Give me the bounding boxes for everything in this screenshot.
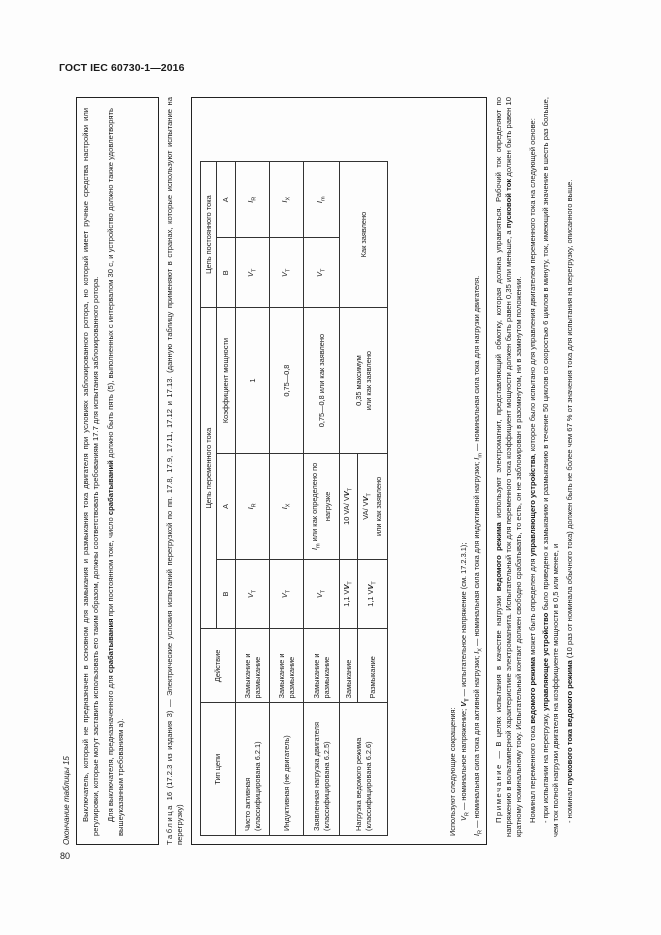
cell-ac-volts: $V_T$ [270,559,304,629]
cell-ac-volts: $V_T$ [236,559,270,629]
abbreviation-line: $I_R$ — номинальная сила тока для активной нагрузки; $I_X$ — номинальная сила тока для индуктивной нагрузки; $I_m$ — номинальная сила тока для нагрузки двигателя. [472,275,484,836]
header-dc-volts: В [217,238,236,308]
cell-ac-volts: 1,1 $VV_T$ [358,559,388,629]
header-action: Действие [201,629,236,703]
table-row [270,162,304,836]
note-paragraph: Номинал переменного тока ведомого режима может быть определен для управляющего устройства, которое было испытано для управления двигателем переменного тока на следующей основе: [527,118,537,823]
cell-power-factor: 0,75—0,8 [270,308,304,454]
cell-ac-volts: 1,1 $VV_T$ [340,559,358,629]
note-bullet: - номинал пускового тока ведомого режима (10 раз от номинала обычного тока) должен быть не более чем 67 % от значения тока для испытания на перегрузку, описанного выше. [565,179,575,823]
page-number: 80 [60,851,71,861]
table-caption: Таблица 16 (17.2.3 из издания 3) — Электрические условия испытаний перегрузкой по пп. 17.8, 17.9, 17.11, 17.12 и 17.13. (данную таблицу применяют в странах, которые используют испытание на перегрузку) [165,97,184,845]
abbreviation-line: $V_R$ — номинальное напряжение; $V_T$ — испытательное напряжение (см. 17.2.3.1); [458,542,471,821]
header-ac-amps: А [217,454,236,560]
cell-dc-as-declared: Как заявлено [340,162,388,308]
cell-dc-volts: $V_T$ [236,238,270,308]
cell-action: Замыкание и размыкание [304,629,340,703]
cell-power-factor: 0,75—0,8 или как заявлено [304,308,340,454]
continuation-box [76,97,159,845]
abbreviations-intro: Используют следующие сокращения: [448,707,457,836]
cell-power-factor: 0,35 максимум или как заявлено [340,308,388,454]
header-ac-circuit: Цепь переменного тока [201,308,217,629]
continuation-paragraph-1: Выключатель, который не предназначен в основном для замыкания и размыкания тока двигателя при условиях заблокированного ротора, но который имеет ручные средства настройки или регулировки, которые могут заставить использовать его таким образом, должны соответствовать требованиям 17.7 для испытания заблокированного ротора. [81,108,100,836]
overload-test-table [200,161,388,836]
cell-ac-amps: $I_m$ или как определено по нагрузке [304,454,340,560]
header-dc-circuit: Цепь постоянного тока [201,162,217,308]
table-box [191,97,487,845]
cell-ac-amps: VA/ $VV_T$ или как заявлено [358,454,388,560]
cell-type: Чисто активная (классифицирована 6.2.1) [236,703,270,836]
table-footnotes [448,106,486,836]
cell-dc-volts: $V_T$ [304,238,340,308]
header-power-factor: Коэффициент мощности [217,308,236,454]
cell-action: Замыкание [340,629,358,703]
cell-ac-amps: $I_X$ [270,454,304,560]
cell-dc-amps: $I_m$ [304,162,340,238]
document-header: ГОСТ IEC 60730-1—2016 [59,62,185,74]
cell-dc-amps: $I_X$ [270,162,304,238]
cell-action: Замыкание и размыкание [236,629,270,703]
cell-action: Замыкание и размыкание [270,629,304,703]
cell-ac-amps: 10 VA/ $VV_T$ [340,454,358,560]
table-row [304,162,340,836]
cell-ac-amps: $I_R$ [236,454,270,560]
header-dc-amps: А [217,162,236,238]
cell-type: Заявленная нагрузка двигателя (классифицирована 6.2.5) [304,703,340,836]
rotated-page-content [60,85,620,845]
cell-type: Индуктивная (не двигатель) [270,703,304,836]
continuation-label: Окончание таблицы 15 [62,756,71,845]
header-circuit-type: Тип цепи [201,703,236,836]
header-ac-volts: В [217,559,236,629]
notes-section [494,97,579,837]
cell-ac-volts: $V_T$ [304,559,340,629]
cell-power-factor: 1 [236,308,270,454]
table-row [340,162,358,836]
cell-type: Нагрузка ведомого режима (классифицирована 6.2.6) [340,703,388,836]
cell-action: Размыкание [358,629,388,703]
cell-dc-volts: $V_T$ [270,238,304,308]
continuation-paragraph-2: Для выключателя, предназначенного для срабатывания при постоянном токе, число срабатываний должно быть пять (5), выполненных с интервалом 30 с, и устройство должно также удовлетворять вышеуказанным требованиям а). [105,108,125,836]
note-paragraph: Примечание — В целях испытания в качестве нагрузки ведомого режима используют электромагнит, представляющий обмотку, которая должна управляться. Рабочий ток определяют по напряжению в вольтамперной характеристике электромагнита. Испытательный ток для переменного тока коэффициент мощности должен быть равен 0,35 или меньше, а пусковой ток должен быть равен 10 кратному номинальному току. Испытательный контакт должен свободно срабатывать, то есть, он не заблокирован в разомкнутом, ни в замкнутом положении. [494,97,523,837]
table-row [236,162,270,836]
cell-dc-amps: $I_R$ [236,162,270,238]
note-bullet: - при испытании на перегрузку, управляющее устройство было приведено к замыканию и размыканию в течение 50 циклов со скоростью 6 циклов в минуту, ток, имеющий значение в шесть раз больше, чем ток полной нагрузки двигателя на коэффициенте мощности в 0,5 или менее, и [541,97,561,837]
